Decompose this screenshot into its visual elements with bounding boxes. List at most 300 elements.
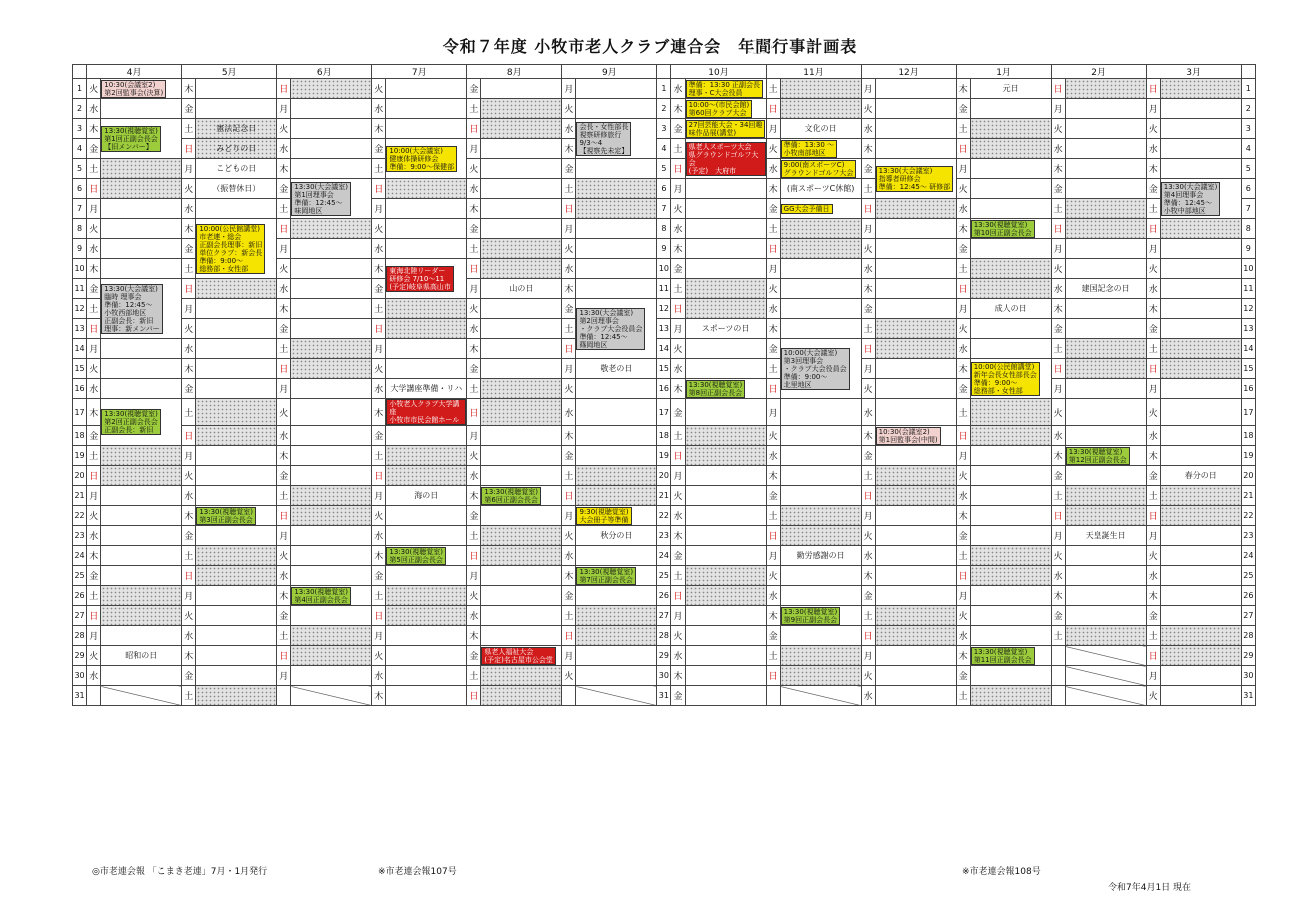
event-box: [781, 140, 837, 158]
weekday: 日: [182, 426, 196, 446]
event-cell: [386, 606, 467, 626]
event-line: 9:00(南スポーツC): [783, 160, 845, 169]
weekday: 木: [956, 219, 970, 239]
weekday: 日: [1051, 506, 1065, 526]
weekday: 日: [372, 606, 386, 626]
event-cell: [780, 446, 861, 466]
weekday: 日: [766, 239, 780, 259]
event-line: 新年会長女性部長会: [973, 370, 1037, 379]
weekday: 水: [766, 446, 780, 466]
weekday: 金: [1051, 319, 1065, 339]
weekday: 土: [861, 606, 875, 626]
day-number: 7: [657, 199, 671, 219]
event-line: 北里地区: [783, 380, 812, 389]
event-cell: [1160, 299, 1241, 319]
event-cell: [101, 219, 182, 239]
event-cell: [1065, 259, 1146, 279]
weekday: 金: [562, 159, 576, 179]
weekday: 日: [1146, 506, 1160, 526]
day-number: 3: [1241, 119, 1255, 139]
weekday: 火: [562, 526, 576, 546]
weekday: 月: [671, 606, 685, 626]
event-line: 準備：9:00～: [783, 372, 828, 381]
weekday: 金: [956, 379, 970, 399]
day-number: 20: [1241, 466, 1255, 486]
weekday: 土: [956, 119, 970, 139]
weekday: 日: [277, 506, 291, 526]
event-cell: [875, 159, 956, 199]
event-cell: [101, 466, 182, 486]
event-cell: [1160, 466, 1241, 486]
event-cell: [481, 506, 562, 526]
weekday: 月: [277, 239, 291, 259]
table-row: [73, 139, 1256, 159]
day-number: 12: [73, 299, 87, 319]
event-line: 理事・C大会役員: [688, 88, 743, 97]
event-cell: [291, 426, 372, 446]
event-cell: [685, 466, 766, 486]
event-cell: [970, 319, 1051, 339]
event-cell: [291, 139, 372, 159]
event-cell: [875, 139, 956, 159]
weekday: 水: [467, 179, 481, 199]
weekday: 木: [1051, 586, 1065, 606]
weekday: 木: [182, 646, 196, 666]
event-line: 13:30(大会議室): [1163, 182, 1218, 191]
event-line: (予定)名古屋市公会堂: [484, 655, 553, 664]
day-number: 17: [657, 399, 671, 426]
event-box: [686, 120, 766, 138]
event-cell: [481, 319, 562, 339]
event-cell: [196, 626, 277, 646]
weekday: 月: [372, 339, 386, 359]
weekday: 日: [861, 199, 875, 219]
event-cell: [1065, 299, 1146, 319]
event-cell: [1065, 426, 1146, 446]
weekday: 火: [956, 319, 970, 339]
weekday: 土: [1146, 486, 1160, 506]
day-number: 16: [73, 379, 87, 399]
weekday: 火: [1051, 259, 1065, 279]
event-cell: [685, 606, 766, 626]
event-cell: [875, 566, 956, 586]
event-line: 会長・女性部長: [579, 122, 629, 131]
table-row: [73, 379, 1256, 399]
weekday: 火: [562, 379, 576, 399]
event-cell: [685, 686, 766, 706]
event-cell: [291, 259, 372, 279]
event-cell: [481, 199, 562, 219]
day-number: 7: [73, 199, 87, 219]
event-line: 13:30(視聴覚室): [104, 126, 158, 135]
weekday: 日: [671, 299, 685, 319]
weekday: 土: [372, 159, 386, 179]
event-cell: [481, 399, 562, 426]
day-number: 31: [657, 686, 671, 706]
event-cell: [196, 446, 277, 466]
weekday: 金: [562, 446, 576, 466]
event-cell: [291, 666, 372, 686]
weekday: 木: [87, 546, 101, 566]
month-header: 5月: [182, 65, 277, 79]
event-cell: [196, 466, 277, 486]
weekday: 水: [372, 239, 386, 259]
weekday: 金: [182, 99, 196, 119]
weekday: 木: [562, 279, 576, 299]
event-cell: [875, 426, 956, 446]
event-cell: [1065, 179, 1146, 199]
day-number: 2: [657, 99, 671, 119]
event-cell: [481, 666, 562, 686]
event-cell: [970, 446, 1051, 466]
holiday-label: （振替休日）: [212, 184, 261, 193]
event-cell: [576, 446, 657, 466]
event-line: 13:30(大会議室): [294, 182, 348, 191]
table-row: [73, 506, 1256, 526]
event-cell: [196, 586, 277, 606]
weekday: 金: [671, 119, 685, 139]
weekday: 月: [861, 359, 875, 379]
event-cell: [780, 339, 861, 399]
weekday: 火: [87, 219, 101, 239]
weekday: 火: [766, 566, 780, 586]
weekday: 金: [1051, 179, 1065, 199]
event-box: [101, 126, 161, 152]
event-cell: [386, 486, 467, 506]
event-cell: [196, 299, 277, 319]
event-line: 10:00(大会議室): [783, 348, 838, 357]
day-number: 29: [657, 646, 671, 666]
event-box: [196, 224, 265, 274]
weekday: 木: [766, 606, 780, 626]
weekday: 日: [467, 399, 481, 426]
event-line: 小牧中部地区: [1163, 206, 1206, 215]
event-cell: [1065, 379, 1146, 399]
day-number: 22: [657, 506, 671, 526]
event-cell: [970, 239, 1051, 259]
day-number: 21: [1241, 486, 1255, 506]
month-header: 1月: [956, 65, 1051, 79]
event-cell: [386, 319, 467, 339]
event-cell: [970, 606, 1051, 626]
day-number: 4: [73, 139, 87, 159]
weekday: 土: [87, 159, 101, 179]
event-cell: [481, 586, 562, 606]
weekday: 木: [182, 506, 196, 526]
weekday: 月: [766, 259, 780, 279]
event-line: 準備：9:00～保健部: [389, 162, 455, 171]
event-cell: [291, 299, 372, 319]
event-line: 第1回監事会(中間): [878, 435, 938, 444]
event-cell: [291, 379, 372, 399]
event-box: [971, 362, 1040, 396]
event-cell: [685, 506, 766, 526]
event-cell: [196, 179, 277, 199]
event-line: 13:30(視聴覚室): [973, 647, 1028, 656]
event-cell: [196, 219, 277, 279]
event-line: 小牧西部地区: [104, 308, 147, 317]
event-cell: [1160, 546, 1241, 566]
weekday: 水: [1146, 566, 1160, 586]
event-line: ・クラブ大会役員会: [579, 324, 643, 333]
event-line: 13:30(視聴覚室): [389, 547, 444, 556]
day-number: 14: [657, 339, 671, 359]
event-cell: [1065, 339, 1146, 359]
event-cell: [1160, 686, 1241, 706]
table-row: [73, 466, 1256, 486]
weekday: 木: [671, 666, 685, 686]
event-cell: [386, 99, 467, 119]
event-cell: [291, 159, 372, 179]
weekday: 木: [467, 199, 481, 219]
holiday-label: 元日: [1002, 84, 1019, 93]
event-line: GG大会予備日: [783, 204, 830, 213]
event-line: 準備：9:00～: [973, 378, 1018, 387]
weekday: 金: [87, 426, 101, 446]
event-cell: [780, 299, 861, 319]
event-line: 理事：新メンバー: [104, 324, 160, 333]
weekday: 金: [277, 606, 291, 626]
weekday: 土: [1146, 199, 1160, 219]
event-cell: [875, 506, 956, 526]
day-number: 6: [657, 179, 671, 199]
weekday: 金: [562, 586, 576, 606]
month-header: 8月: [467, 65, 562, 79]
event-cell: [780, 179, 861, 199]
weekday: 水: [277, 139, 291, 159]
weekday: 水: [671, 646, 685, 666]
day-number: 15: [657, 359, 671, 379]
day-number: 6: [1241, 179, 1255, 199]
event-cell: [481, 606, 562, 626]
event-cell: [1160, 606, 1241, 626]
event-cell: [1065, 446, 1146, 466]
event-cell: [685, 486, 766, 506]
event-cell: [196, 686, 277, 706]
weekday: 土: [467, 526, 481, 546]
weekday: 土: [861, 179, 875, 199]
event-cell: [970, 259, 1051, 279]
weekday: 月: [1051, 99, 1065, 119]
day-number: 4: [657, 139, 671, 159]
day-number: 16: [1241, 379, 1255, 399]
event-cell: [576, 279, 657, 299]
event-cell: [291, 319, 372, 339]
event-cell: [576, 299, 657, 359]
weekday: 木: [87, 119, 101, 139]
event-cell: [685, 359, 766, 379]
weekday: 日: [956, 566, 970, 586]
weekday: 日: [956, 279, 970, 299]
table-row: [73, 339, 1256, 359]
weekday: 月: [277, 526, 291, 546]
event-cell: [291, 219, 372, 239]
event-cell: [780, 319, 861, 339]
event-cell: [576, 686, 657, 706]
day-number: 23: [657, 526, 671, 546]
weekday: 木: [372, 119, 386, 139]
event-line: 10:00(公民館講堂): [973, 362, 1035, 371]
weekday: 月: [1146, 379, 1160, 399]
event-box: [576, 122, 631, 156]
day-number: 30: [657, 666, 671, 686]
weekday: 火: [861, 379, 875, 399]
weekday: 月: [671, 466, 685, 486]
event-cell: [685, 426, 766, 446]
event-cell: [780, 646, 861, 666]
weekday: 日: [277, 646, 291, 666]
day-number: 7: [1241, 199, 1255, 219]
day-number: 9: [657, 239, 671, 259]
weekday: 月: [87, 486, 101, 506]
weekday: 土: [182, 686, 196, 706]
weekday: 日: [1146, 79, 1160, 99]
weekday: 日: [1146, 219, 1160, 239]
event-cell: [1160, 79, 1241, 99]
weekday: 水: [87, 99, 101, 119]
weekday: 土: [1146, 339, 1160, 359]
event-cell: [196, 506, 277, 526]
holiday-label: 大学講座準備・リハ: [390, 384, 463, 393]
event-cell: [386, 646, 467, 666]
event-box: [101, 80, 166, 98]
event-cell: [1065, 139, 1146, 159]
weekday: 月: [562, 506, 576, 526]
event-box: [576, 567, 636, 585]
weekday: 月: [562, 359, 576, 379]
table-row: [73, 319, 1256, 339]
event-cell: [576, 586, 657, 606]
event-cell: [1065, 466, 1146, 486]
weekday: 月: [861, 646, 875, 666]
event-cell: [875, 319, 956, 339]
event-cell: [780, 626, 861, 646]
weekday: 水: [766, 159, 780, 179]
weekday: 日: [1146, 359, 1160, 379]
event-line: 正副会長理事：新旧: [199, 240, 263, 249]
table-row: [73, 566, 1256, 586]
event-cell: [1160, 486, 1241, 506]
event-line: 13:30(視聴覚室): [973, 220, 1028, 229]
event-cell: [780, 119, 861, 139]
weekday: 土: [671, 426, 685, 446]
weekday: 火: [861, 526, 875, 546]
weekday: 日: [277, 79, 291, 99]
event-cell: [386, 259, 467, 299]
weekday: 月: [467, 426, 481, 446]
holiday-label: 文化の日: [804, 124, 837, 133]
weekday: 月: [861, 219, 875, 239]
event-cell: [685, 399, 766, 426]
event-cell: [291, 359, 372, 379]
event-cell: [780, 239, 861, 259]
weekday: 水: [87, 526, 101, 546]
holiday-label: スポーツの日: [701, 324, 750, 333]
event-cell: [780, 566, 861, 586]
weekday: 火: [87, 646, 101, 666]
event-cell: [685, 239, 766, 259]
event-cell: [970, 79, 1051, 99]
event-cell: [196, 79, 277, 99]
weekday: 火: [671, 486, 685, 506]
weekday: 日: [562, 486, 576, 506]
weekday: 火: [671, 626, 685, 646]
event-box: [481, 647, 555, 665]
event-cell: [1065, 486, 1146, 506]
weekday: 火: [467, 586, 481, 606]
weekday: 火: [277, 399, 291, 426]
event-cell: [875, 99, 956, 119]
weekday: 月: [1146, 99, 1160, 119]
event-cell: [875, 359, 956, 379]
weekday: 土: [277, 199, 291, 219]
table-row: [73, 646, 1256, 666]
event-cell: [875, 646, 956, 666]
weekday: 土: [562, 319, 576, 339]
weekday: 木: [671, 99, 685, 119]
event-cell: [970, 279, 1051, 299]
event-line: 小牧南部地区: [783, 148, 826, 157]
day-number: 21: [657, 486, 671, 506]
event-box: [386, 266, 453, 292]
event-cell: [1065, 319, 1146, 339]
table-row: [73, 279, 1256, 299]
day-number: 11: [73, 279, 87, 299]
event-cell: [291, 686, 372, 706]
weekday: 土: [562, 606, 576, 626]
event-line: 篠岡地区: [579, 340, 608, 349]
event-cell: [101, 606, 182, 626]
day-number: 13: [73, 319, 87, 339]
weekday: 金: [467, 79, 481, 99]
weekday: 月: [671, 319, 685, 339]
day-number: 18: [657, 426, 671, 446]
weekday: 水: [87, 666, 101, 686]
event-line: 第2回監事会(決算): [104, 88, 164, 97]
event-cell: [291, 239, 372, 259]
event-cell: [576, 666, 657, 686]
weekday: 水: [562, 259, 576, 279]
event-box: [876, 427, 941, 445]
holiday-label: (南スポーツC休館): [786, 184, 855, 193]
event-cell: [875, 119, 956, 139]
event-line: 第4回理事会: [1163, 190, 1204, 199]
event-cell: [970, 506, 1051, 526]
weekday: 月: [562, 79, 576, 99]
day-number: 29: [1241, 646, 1255, 666]
weekday: 木: [277, 446, 291, 466]
event-cell: [101, 199, 182, 219]
event-cell: [291, 586, 372, 606]
event-cell: [875, 399, 956, 426]
event-cell: [101, 79, 182, 99]
event-cell: [780, 506, 861, 526]
event-cell: [386, 466, 467, 486]
weekday: 水: [956, 626, 970, 646]
weekday: 土: [1146, 626, 1160, 646]
event-cell: [685, 646, 766, 666]
weekday: 火: [467, 299, 481, 319]
event-cell: [196, 526, 277, 546]
weekday: 月: [87, 199, 101, 219]
event-cell: [101, 546, 182, 566]
event-box: [781, 348, 850, 390]
day-number: 14: [1241, 339, 1255, 359]
event-cell: [685, 526, 766, 546]
weekday: 金: [671, 686, 685, 706]
month-header: 4月: [87, 65, 182, 79]
weekday: 金: [372, 139, 386, 159]
